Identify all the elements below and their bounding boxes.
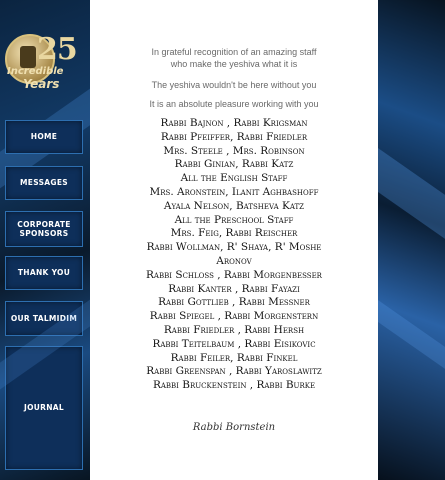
- book-icon: [20, 46, 36, 68]
- staff-name-line: Rabbi Gottlieb , Rabbi Messner: [158, 296, 310, 309]
- staff-name-line: Rabbi Wollman, R' Shaya, R' Moshe: [146, 241, 322, 254]
- staff-name-line: Rabbi Spiegel , Rabbi Morgenstern: [149, 310, 319, 323]
- staff-name-line: Rabbi Schloss , Rabbi Morgenbesser: [146, 268, 322, 281]
- staff-name-line: Rabbi Kanter , Rabbi Fayazi: [168, 282, 300, 295]
- nav-corporate-label: CORPORATE: [17, 219, 71, 229]
- nav-home-label: HOME: [30, 132, 58, 142]
- staff-name-line: Rabbi Greenspan , Rabbi Yaroslawitz: [146, 365, 322, 378]
- nav-our-talmidim-label: OUR TALMIDIM: [10, 313, 78, 323]
- staff-name-line: Ayala Nelson, Batsheva Katz: [163, 199, 305, 212]
- staff-name-line: All the Preschool Staff: [174, 213, 294, 226]
- intro-line-2: who make the yeshiva what it is: [170, 59, 298, 69]
- intro-line-4: It is an absolute pleasure working with you: [149, 99, 319, 109]
- staff-name-line: Mrs. Feig, Rabbi Reischer: [170, 227, 298, 240]
- staff-names-list: [90, 117, 378, 393]
- nav-thank-you-button[interactable]: [5, 256, 83, 290]
- staff-name-line: Rabbi Teitelbaum , Rabbi Eisikovic: [152, 337, 316, 350]
- staff-name-line: Rabbi Bajnon , Rabbi Krigsman: [160, 117, 308, 129]
- intro-line-1: In grateful recognition of an amazing staff: [151, 47, 317, 57]
- staff-name-line: Mrs. Steele , Mrs. Robinson: [163, 144, 305, 157]
- right-decorative-panel: [378, 0, 445, 480]
- thank-you-content: [90, 0, 378, 480]
- staff-name-line: Rabbi Bruckenstein , Rabbi Burke: [152, 379, 316, 392]
- intro-line-3: The yeshiva wouldn't be here without you: [151, 80, 317, 90]
- nav-corporate-sponsors-button[interactable]: [5, 211, 83, 247]
- nav-home-button[interactable]: [5, 120, 83, 154]
- anniversary-logo[interactable]: [5, 30, 87, 96]
- nav-journal-button[interactable]: [5, 346, 83, 470]
- staff-name-line: Aronov: [216, 254, 252, 267]
- staff-name-line: Rabbi Friedler , Rabbi Hersh: [163, 323, 305, 336]
- nav-thank-you-label: THANK YOU: [17, 268, 71, 278]
- nav-sponsors-label: SPONSORS: [19, 229, 69, 238]
- staff-name-line: Mrs. Aronstein, Ilanit Aghbashoff: [149, 185, 319, 198]
- nav-messages-label: MESSAGES: [20, 178, 68, 188]
- staff-name-line: Rabbi Pfeiffer, Rabbi Friedler: [160, 130, 308, 143]
- staff-name-line: All the English Staff: [180, 172, 288, 185]
- signature: Rabbi Bornstein: [192, 422, 276, 433]
- logo-word-years: Years: [23, 77, 60, 91]
- nav-our-talmidim-button[interactable]: [5, 301, 83, 336]
- nav-journal-label: JOURNAL: [24, 403, 64, 413]
- logo-number: 25: [37, 32, 77, 67]
- nav-messages-button[interactable]: [5, 166, 83, 200]
- logo-word-incredible: Incredible: [7, 66, 64, 77]
- staff-name-line: Rabbi Ginian, Rabbi Katz: [174, 158, 294, 171]
- staff-name-line: Rabbi Feiler, Rabbi Finkel: [170, 351, 298, 364]
- left-sidebar: [0, 0, 90, 480]
